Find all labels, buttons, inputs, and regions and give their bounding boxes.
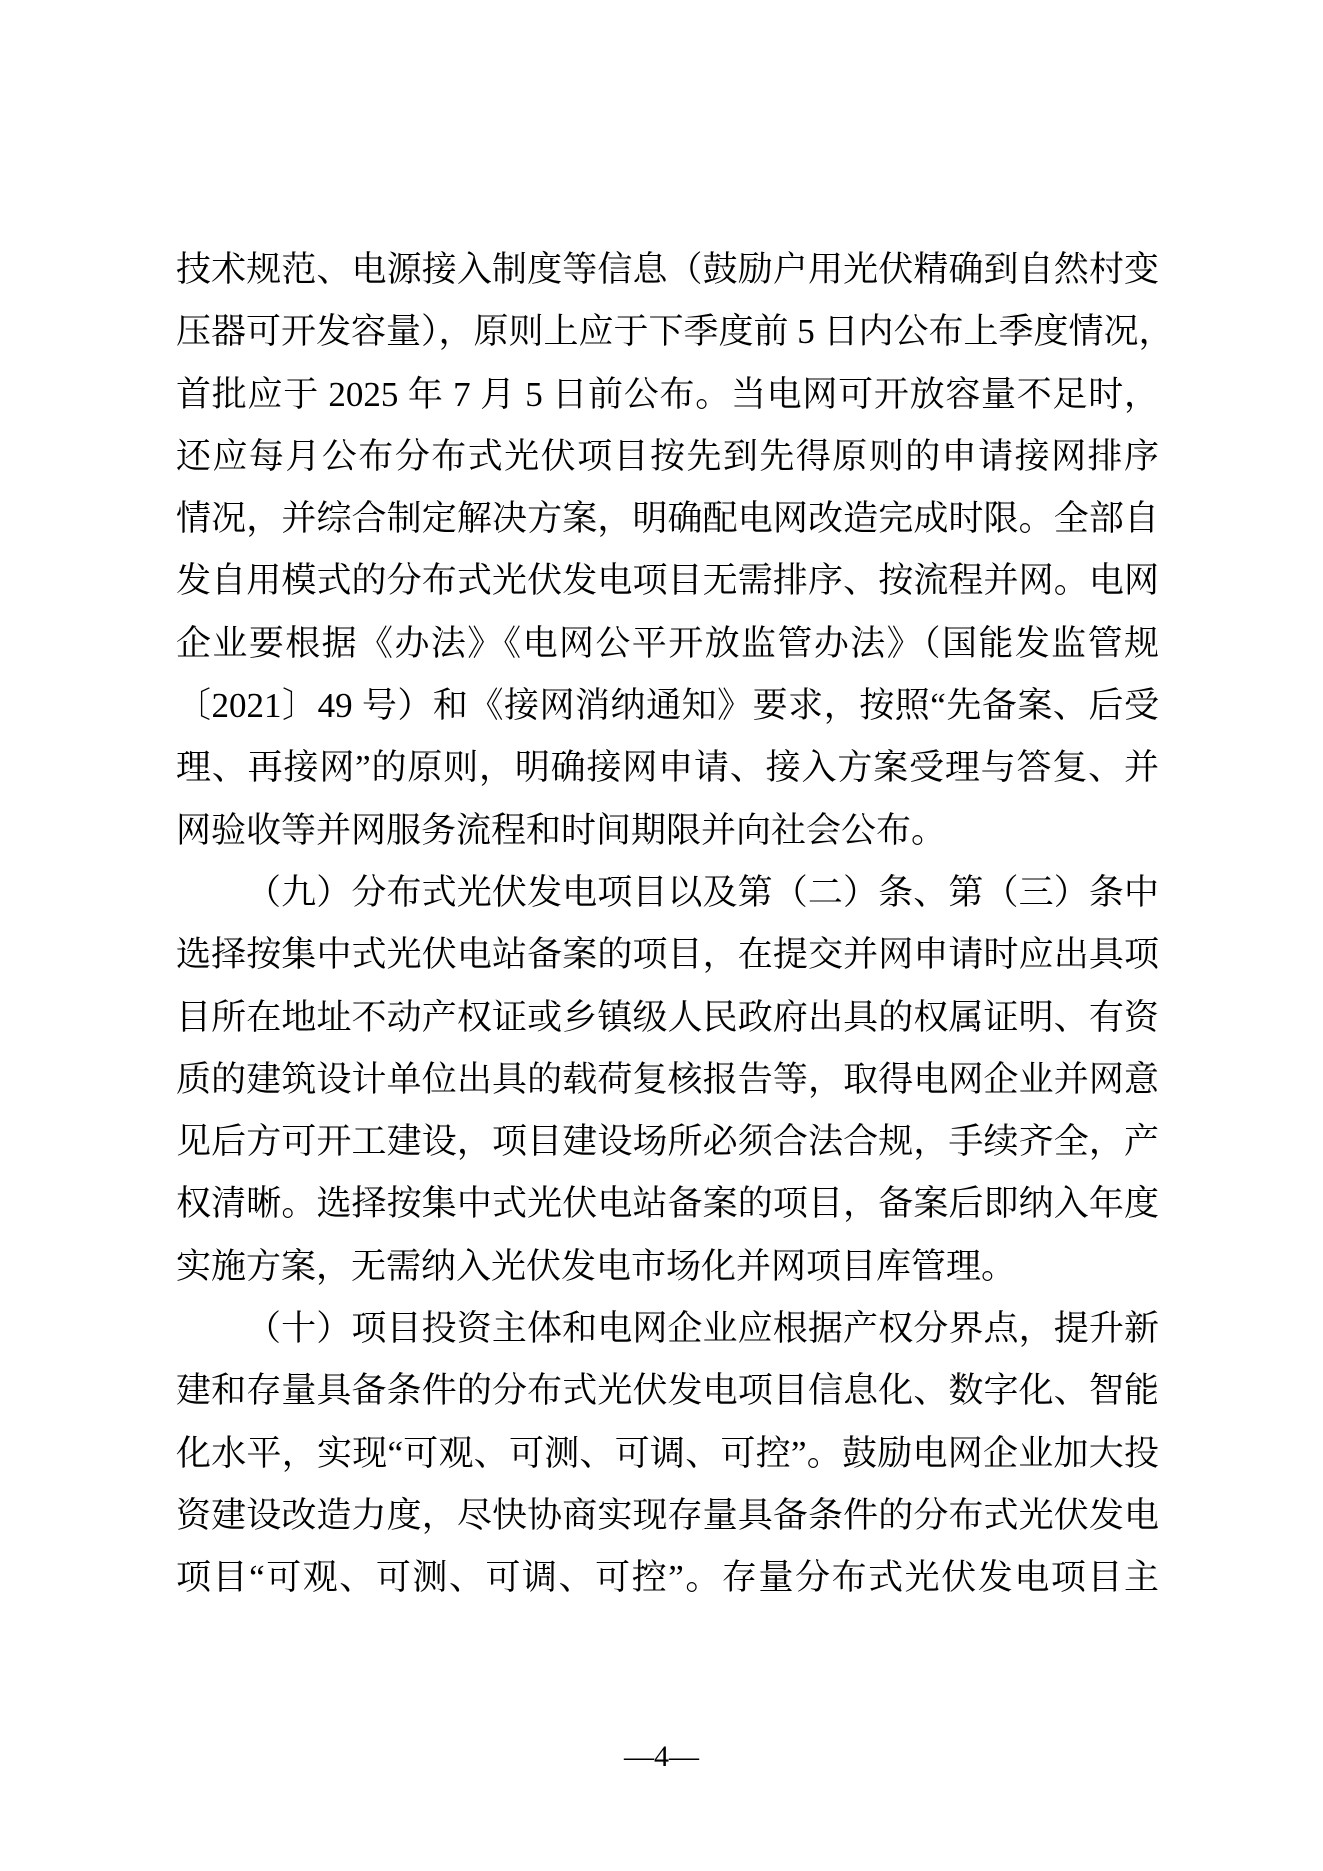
text-line: 见后方可开工建设，项目建设场所必须合法合规，手续齐全，产 <box>176 1122 1159 1162</box>
text-line: 技术规范、电源接入制度等信息（鼓励户用光伏精确到自然村变 <box>176 250 1159 289</box>
text-line: 项目“可观、可测、可调、可控”。存量分布式光伏发电项目主 <box>176 1558 1159 1598</box>
text-line: 情况，并综合制定解决方案，明确配电网改造完成时限。全部自 <box>176 499 1159 539</box>
text-line: 理、再接网”的原则，明确接网申请、接入方案受理与答复、并 <box>176 748 1159 788</box>
document-body <box>176 239 1174 1610</box>
text-line: 企业要根据《办法》《电网公平开放监管办法》（国能发监管规 <box>176 623 1159 663</box>
text-line: 发自用模式的分布式光伏发电项目无需排序、按流程并网。电网 <box>176 561 1159 601</box>
text-line: 化水平，实现“可观、可测、可调、可控”。鼓励电网企业加大投 <box>176 1433 1159 1473</box>
text-line: 权清晰。选择按集中式光伏电站备案的项目，备案后即纳入年度 <box>176 1184 1159 1224</box>
page-number: —4— <box>624 1740 699 1773</box>
text-line: 建和存量具备条件的分布式光伏发电项目信息化、数字化、智能 <box>176 1371 1159 1411</box>
text-line: 首批应于 2025 年 7 月 5 日前公布。当电网可开放容量不足时， <box>176 374 1159 414</box>
text-line: 还应每月公布分布式光伏项目按先到先得原则的申请接网排序 <box>176 436 1159 476</box>
text-line paragraph-start: （十）项目投资主体和电网企业应根据产权分界点，提升新 <box>246 1309 1159 1349</box>
text-line: 〔2021〕49 号）和《接网消纳通知》要求，按照“先备案、后受 <box>176 686 1159 726</box>
text-line: 资建设改造力度，尽快协商实现存量具备条件的分布式光伏发电 <box>176 1495 1159 1535</box>
text-line: 质的建筑设计单位出具的载荷复核报告等，取得电网企业并网意 <box>176 1059 1159 1099</box>
text-line paragraph-end: 实施方案，无需纳入光伏发电市场化并网项目库管理。 <box>176 1246 1017 1286</box>
text-line: 选择按集中式光伏电站备案的项目，在提交并网申请时应出具项 <box>176 935 1159 975</box>
text-line paragraph-end: 网验收等并网服务流程和时间期限并向社会公布。 <box>176 810 947 850</box>
text-line paragraph-start: （九）分布式光伏发电项目以及第（二）条、第（三）条中 <box>246 872 1159 912</box>
text-line: 压器可开发容量），原则上应于下季度前 5 日内公布上季度情况， <box>176 312 1174 352</box>
text-line: 目所在地址不动产权证或乡镇级人民政府出具的权属证明、有资 <box>176 997 1159 1037</box>
